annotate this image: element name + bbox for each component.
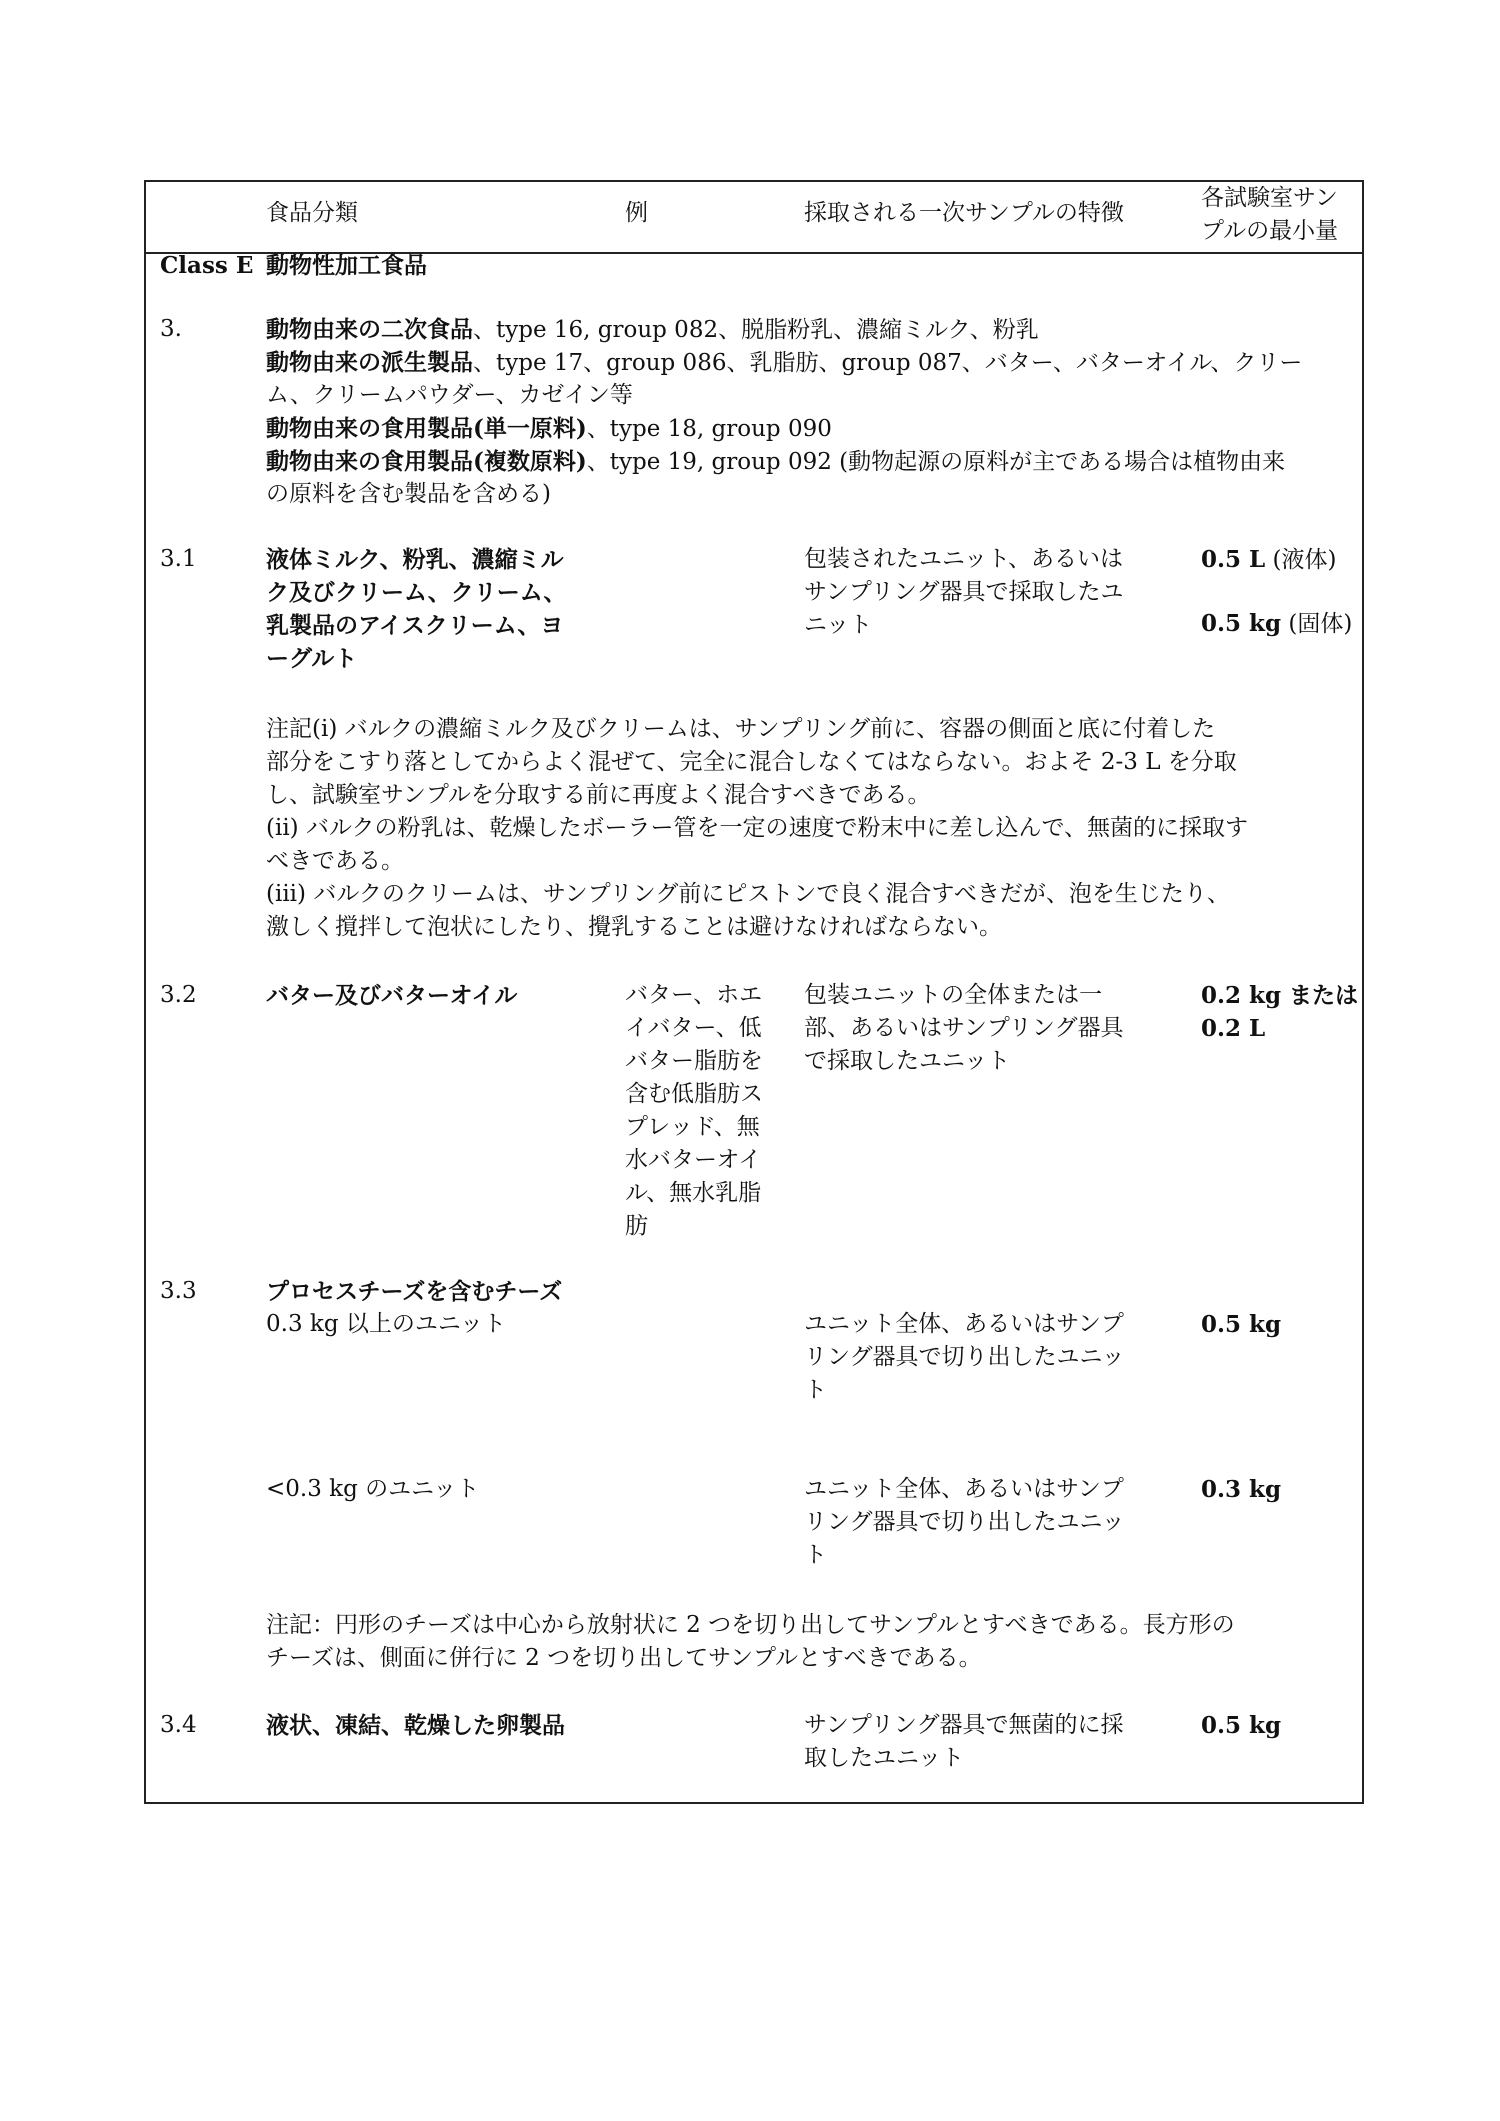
row-3-1-characteristics-line3: ニット xyxy=(804,612,873,638)
row-3-2-number: 3.2 xyxy=(160,982,197,1008)
row-3-3-sub2-characteristics-line3: ト xyxy=(804,1542,827,1568)
row-3-1-number: 3.1 xyxy=(160,546,197,572)
row-3-1-category-line2: ク及びクリーム、クリーム、 xyxy=(266,579,567,606)
row-3-1-characteristics-line2: サンプリング器具で採取したユ xyxy=(804,579,1124,605)
class-title: 動物性加工食品 xyxy=(266,252,427,279)
section-3-line2-rest: 、type 17、group 086、乳脂肪、group 087、バター、バターオイル、クリー xyxy=(473,350,1303,376)
row-3-3-sub1-label: 0.3 kg 以上のユニット xyxy=(266,1311,506,1337)
row-3-2-example-line7: ル、無水乳脂 xyxy=(625,1180,762,1206)
section-3-line2-bold: 動物由来の派生製品 xyxy=(266,349,473,376)
row-3-1-category-line1: 液体ミルク、粉乳、濃縮ミル xyxy=(266,546,564,573)
row-3-2-example-line3: バター脂肪を xyxy=(625,1048,763,1074)
row-3-4-characteristics-line1: サンプリング器具で無菌的に採 xyxy=(804,1712,1124,1738)
row-3-3-sub2-label: <0.3 kg のユニット xyxy=(266,1476,480,1502)
row-3-1-min-liquid-value: 0.5 L xyxy=(1201,546,1266,573)
row-3-1-min-solid xyxy=(1201,607,1352,641)
row-3-1-category-line3: 乳製品のアイスクリーム、ヨ xyxy=(266,612,564,639)
section-3-line1-rest: 、type 16, group 082、脱脂粉乳、濃縮ミルク、粉乳 xyxy=(473,317,1039,343)
row-3-3-note-line2: チーズは、側面に併行に 2 つを切り出してサンプルとすべきである。 xyxy=(266,1645,982,1671)
row-3-2-example-line1: バター、ホエ xyxy=(625,982,763,1008)
row-3-3-sub2-characteristics-line2: リング器具で切り出したユニッ xyxy=(804,1509,1125,1535)
row-3-3-sub1-characteristics-line2: リング器具で切り出したユニッ xyxy=(804,1344,1125,1370)
row-3-3-sub1-characteristics-line3: ト xyxy=(804,1377,827,1403)
header-minimum-line2: プルの最小量 xyxy=(1201,218,1339,244)
header-category: 食品分類 xyxy=(266,200,358,226)
row-3-1-note-line3: し、試験室サンプルを分取する前に再度よく混合すべきである。 xyxy=(266,782,931,808)
section-3-line5 xyxy=(266,445,1285,479)
row-3-4-category: 液状、凍結、乾燥した卵製品 xyxy=(266,1712,565,1739)
row-3-1-note-line1: 注記(i) バルクの濃縮ミルク及びクリームは、サンプリング前に、容器の側面と底に付着した xyxy=(266,716,1216,742)
row-3-1-min-liquid xyxy=(1201,543,1336,577)
section-3-line6: の原料を含む製品を含める) xyxy=(266,481,551,507)
row-3-1-note-line2: 部分をこすり落としてからよく混ぜて、完全に混合しなくてはならない。およそ 2-3 L を分取 xyxy=(266,749,1237,775)
row-3-3-sub1-characteristics-line1: ユニット全体、あるいはサンプ xyxy=(804,1311,1124,1337)
row-3-3-sub1-min: 0.5 kg xyxy=(1201,1311,1282,1338)
row-3-2-example-line6: 水バターオイ xyxy=(625,1147,762,1173)
row-3-1-characteristics-line1: 包装されたユニット、あるいは xyxy=(804,546,1124,572)
section-3-line1-bold: 動物由来の二次食品 xyxy=(266,316,473,343)
row-3-2-min-line1: 0.2 kg または xyxy=(1201,982,1359,1009)
section-3-line4-rest: 、type 18, group 090 xyxy=(586,416,832,442)
section-3-line1 xyxy=(266,313,1039,347)
row-3-1-note-line6: (iii) バルクのクリームは、サンプリング前にピストンで良く混合すべきだが、泡を生じたり、 xyxy=(266,881,1230,907)
row-3-1-min-liquid-unit: (液体) xyxy=(1265,547,1337,573)
header-characteristics: 採取される一次サンプルの特徴 xyxy=(804,200,1124,226)
row-3-3-number: 3.3 xyxy=(160,1278,197,1304)
section-3-line4 xyxy=(266,412,832,446)
row-3-1-min-solid-value: 0.5 kg xyxy=(1201,610,1282,637)
row-3-2-characteristics-line1: 包装ユニットの全体または一 xyxy=(804,982,1103,1008)
row-3-3-category: プロセスチーズを含むチーズ xyxy=(266,1278,563,1305)
row-3-2-example-line4: 含む低脂肪ス xyxy=(625,1081,763,1107)
section-3-line5-bold: 動物由来の食用製品(複数原料) xyxy=(266,448,587,475)
row-3-4-number: 3.4 xyxy=(160,1712,197,1738)
section-3-line4-bold: 動物由来の食用製品(単一原料) xyxy=(266,415,587,442)
row-3-3-sub2-characteristics-line1: ユニット全体、あるいはサンプ xyxy=(804,1476,1124,1502)
row-3-4-min: 0.5 kg xyxy=(1201,1712,1282,1739)
section-3-number: 3. xyxy=(160,316,182,342)
row-3-2-category: バター及びバターオイル xyxy=(266,982,518,1009)
header-minimum-line1: 各試験室サン xyxy=(1201,185,1338,211)
row-3-2-example-line8: 肪 xyxy=(625,1213,648,1239)
class-code: Class E xyxy=(160,252,254,279)
header-example: 例 xyxy=(625,200,648,226)
row-3-1-min-solid-unit: (固体) xyxy=(1281,611,1353,637)
section-3-line3: ム、クリームパウダー、カゼイン等 xyxy=(266,382,633,408)
section-3-line5-rest: 、type 19, group 092 (動物起源の原料が主である場合は植物由来 xyxy=(586,449,1286,475)
row-3-4-characteristics-line2: 取したユニット xyxy=(804,1745,965,1771)
row-3-2-characteristics-line3: で採取したユニット xyxy=(804,1048,1011,1074)
row-3-2-min-line2: 0.2 L xyxy=(1201,1015,1266,1042)
row-3-2-example-line5: プレッド、無 xyxy=(625,1114,760,1140)
row-3-2-example-line2: イバター、低 xyxy=(625,1015,762,1041)
row-3-1-note-line7: 激しく撹拌して泡状にしたり、攪乳することは避けなければならない。 xyxy=(266,914,1002,940)
row-3-3-sub2-min: 0.3 kg xyxy=(1201,1476,1282,1503)
row-3-1-note-line5: べきである。 xyxy=(266,848,404,874)
section-3-line2 xyxy=(266,346,1302,380)
row-3-3-note-line1: 注記：円形のチーズは中心から放射状に 2 つを切り出してサンプルとすべきである。長方形の xyxy=(266,1612,1235,1638)
row-3-1-category-line4: ーグルト xyxy=(266,645,358,672)
row-3-2-characteristics-line2: 部、あるいはサンプリング器具 xyxy=(804,1015,1124,1041)
row-3-1-note-line4: (ii) バルクの粉乳は、乾燥したボーラー管を一定の速度で粉末中に差し込んで、無菌的に採取す xyxy=(266,815,1249,841)
